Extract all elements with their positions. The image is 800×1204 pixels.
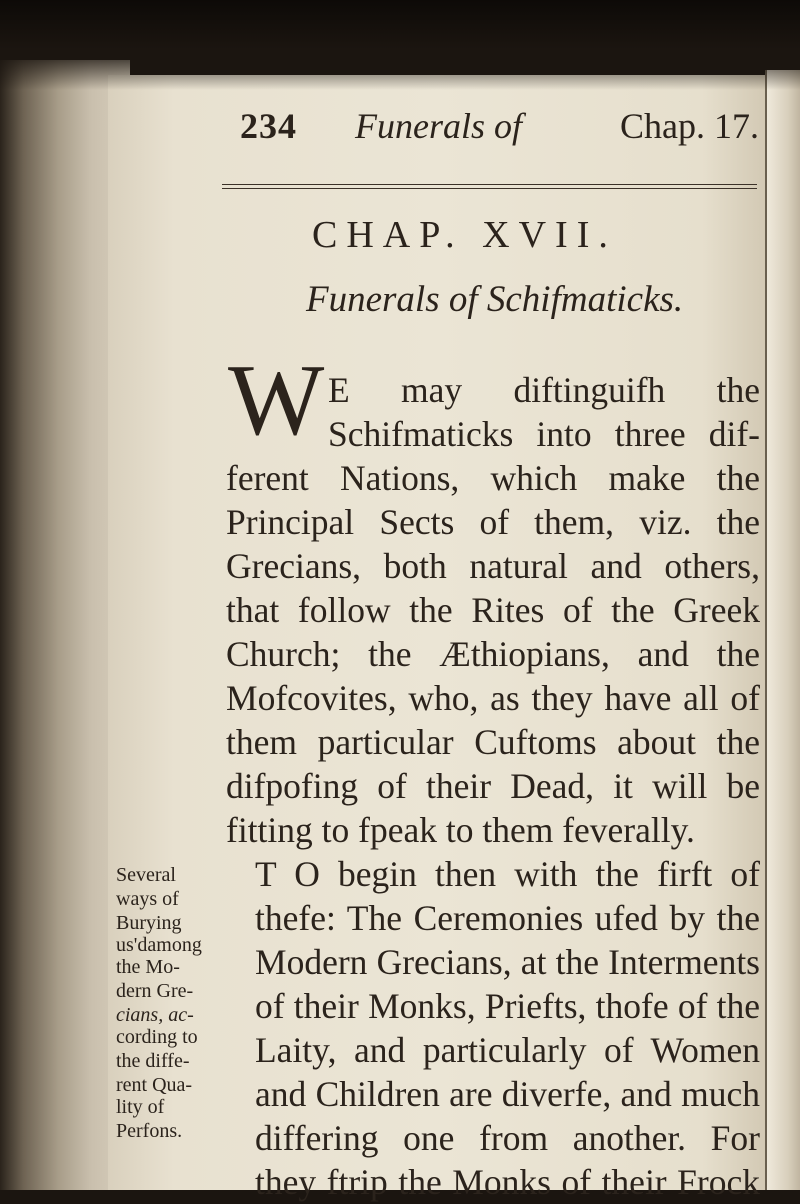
running-chapter: Chap. 17.	[620, 106, 759, 146]
chapter-subtitle: Funerals of Schifmaticks.	[306, 279, 684, 320]
margin-note: Several	[116, 864, 176, 886]
text-line: T O begin then with the firft of	[255, 854, 760, 894]
text-line: them particular Cuftoms about the	[226, 722, 760, 762]
margin-note: lity of	[116, 1096, 165, 1118]
margin-note: dern Gre-	[116, 980, 194, 1002]
text-line: Modern Grecians, at the Interments	[255, 942, 760, 982]
text-line: Church; the Æthiopians, and the	[226, 634, 760, 674]
text-line: fitting to fpeak to them feverally.	[226, 810, 695, 850]
page-number: 234	[240, 106, 297, 146]
text-line: Grecians, both natural and others,	[226, 546, 760, 586]
text-line: Mofcovites, who, as they have all of	[226, 678, 760, 718]
text-line: and Children are diverfe, and much	[255, 1074, 760, 1114]
scan-shadow	[0, 0, 800, 90]
margin-note: us'damong	[116, 934, 202, 956]
facing-page-edge	[765, 70, 800, 1190]
margin-note: the diffe-	[116, 1050, 190, 1072]
text-line: thefe: The Ceremonies ufed by the	[255, 898, 760, 938]
running-title: Funerals of	[355, 106, 522, 146]
text-line: Principal Sects of them, viz. the	[226, 502, 760, 542]
margin-note: cians, ac-	[116, 1004, 194, 1026]
text-line: ferent Nations, which make the	[226, 458, 760, 498]
text-line: of their Monks, Priefts, thofe of the	[255, 986, 760, 1026]
text-line: difpofing of their Dead, it will be	[226, 766, 760, 806]
text-line: Laity, and particularly of Women	[255, 1030, 760, 1070]
drop-cap: W	[228, 344, 325, 457]
text-line: Schifmaticks into three dif-	[328, 414, 760, 454]
text-line: they ftrip the Monks of their Frock	[255, 1162, 760, 1202]
text-line: that follow the Rites of the Greek	[226, 590, 760, 630]
margin-note: the Mo-	[116, 956, 180, 978]
margin-note: ways of	[116, 888, 179, 910]
margin-note: rent Qua-	[116, 1074, 193, 1096]
text-line: E may diftinguifh the	[328, 370, 760, 410]
margin-note: cording to	[116, 1026, 198, 1048]
running-head	[240, 105, 760, 155]
margin-note: Perfons.	[116, 1120, 183, 1142]
chapter-heading: CHAP. XVII.	[312, 214, 617, 256]
head-rule	[222, 184, 757, 189]
margin-note: Burying	[116, 912, 182, 934]
bleed-through-text	[781, 120, 799, 820]
text-line: differing one from another. For	[255, 1118, 760, 1158]
